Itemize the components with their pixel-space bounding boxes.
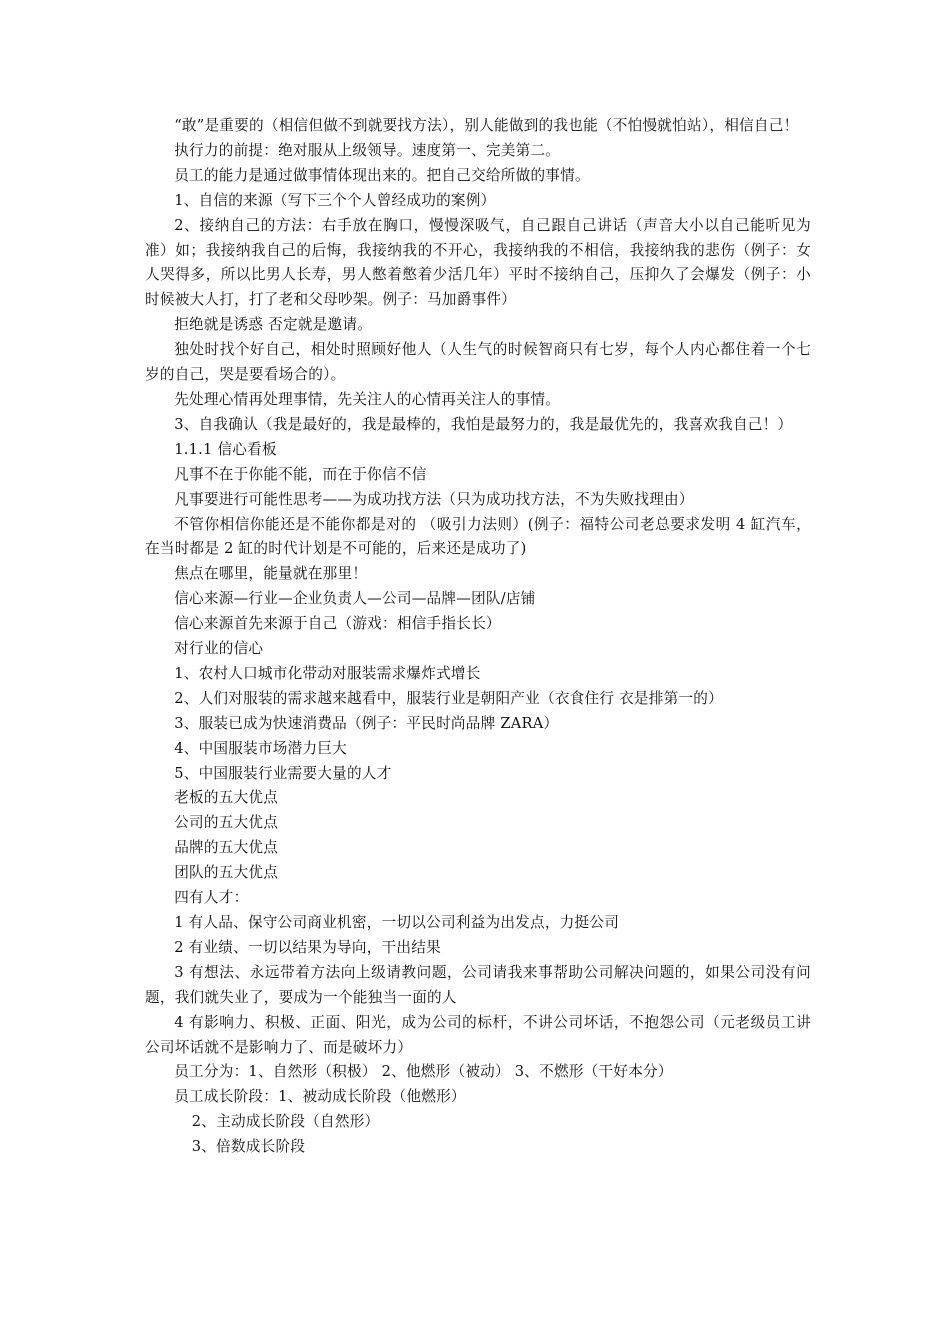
document-body	[145, 114, 811, 1160]
list-item: 1 有人品、保守公司商业机密，一切以公司利益为出发点，力挺公司	[174, 914, 620, 931]
paragraph: 3、自我确认（我是最好的，我是最棒的，我怕是最努力的，我是最优先的，我喜欢我自己！）	[174, 415, 793, 433]
list-item: 5、中国服装行业需要大量的人才	[174, 764, 392, 782]
section-heading: 1.1.1 信心看板	[174, 440, 277, 458]
paragraph: 执行力的前提：绝对服从上级领导。速度第一、完美第二。	[174, 141, 561, 159]
paragraph: 焦点在哪里，能量就在那里！	[174, 565, 368, 583]
paragraph: 不管你相信你能还是不能你都是对的 （吸引力法则）(例子：福特公司老总要求发明 4 缸汽车，在当时都是 2 缸的时代计划是不可能的，后来还是成功了)	[145, 515, 811, 558]
paragraph: 先处理心情再处理事情，先关注人的心情再关注人的事情。	[174, 390, 561, 408]
paragraph: 独处时找个好自己，相处时照顾好他人（人生气的时候智商只有七岁，每个人内心都住着一个七岁的自己，哭是要看场合的）。	[145, 341, 811, 384]
paragraph: 对行业的信心	[174, 640, 264, 658]
paragraph: 凡事不在于你能不能，而在于你信不信	[174, 465, 427, 483]
paragraph: 四有人才：	[174, 889, 249, 907]
paragraph: “敢”是重要的（相信但做不到就要找方法），别人能做到的我也能（不怕慢就怕站），相信自己！	[174, 117, 799, 134]
paragraph: 1、自信的来源（写下三个个人曾经成功的案例）	[174, 191, 496, 209]
list-item: 2、主动成长阶段（自然形）	[191, 1113, 380, 1131]
list-item: 3 有想法、永远带着方法向上级请教问题，公司请我来事帮助公司解决问题的，如果公司没有问题，我们就失业了，要成为一个能独当一面的人	[145, 963, 811, 1006]
paragraph: 2、接纳自己的方法：右手放在胸口，慢慢深吸气，自己跟自己讲话（声音大小以自己能听见为准）如；我接纳我自己的后悔，我接纳我的不开心，我接纳我的不相信，我接纳我的悲伤（例子：女人哭得多，所以比男人长寿，男人憋着憋着少活几年）平时不接纳自己，压抑久了会爆发（例子：小时候被大人打，打了老和父母吵架。例子：马加爵事件）	[145, 216, 811, 309]
paragraph: 团队的五大优点	[174, 864, 279, 882]
paragraph: 员工分为：1、自然形（积极） 2、他燃形（被动） 3、不燃形（干好本分）	[174, 1063, 673, 1081]
list-item: 3、服装已成为快速消费品（例子：平民时尚品牌 ZARA）	[174, 714, 559, 732]
list-item: 4、中国服装市场潜力巨大	[174, 739, 348, 757]
paragraph: 拒绝就是诱惑 否定就是邀请。	[174, 316, 373, 334]
paragraph: 公司的五大优点	[174, 814, 279, 832]
list-item: 3、倍数成长阶段	[191, 1138, 306, 1156]
paragraph: 信心来源—行业—企业负责人—公司—品牌—团队/店铺	[174, 590, 536, 608]
paragraph: 员工的能力是通过做事情体现出来的。把自己交给所做的事情。	[174, 166, 590, 184]
paragraph: 信心来源首先来源于自己（游戏：相信手指长长）	[174, 615, 501, 633]
list-item: 1、农村人口城市化带动对服装需求爆炸式增长	[174, 664, 481, 682]
list-item: 4 有影响力、积极、正面、阳光，成为公司的标杆，不讲公司坏话，不抱怨公司（元老级员工讲公司坏话就不是影响力了、而是破坏力）	[145, 1013, 811, 1056]
paragraph: 品牌的五大优点	[174, 839, 279, 857]
list-item: 2 有业绩、一切以结果为导向，干出结果	[174, 938, 441, 956]
list-item: 2、人们对服装的需求越来越看中，服装行业是朝阳产业（衣食住行 衣是排第一的）	[174, 689, 723, 707]
paragraph: 员工成长阶段：1、被动成长阶段（他燃形）	[174, 1088, 466, 1106]
paragraph: 凡事要进行可能性思考——为成功找方法（只为成功找方法，不为失败找理由）	[174, 490, 694, 508]
paragraph: 老板的五大优点	[174, 789, 279, 807]
